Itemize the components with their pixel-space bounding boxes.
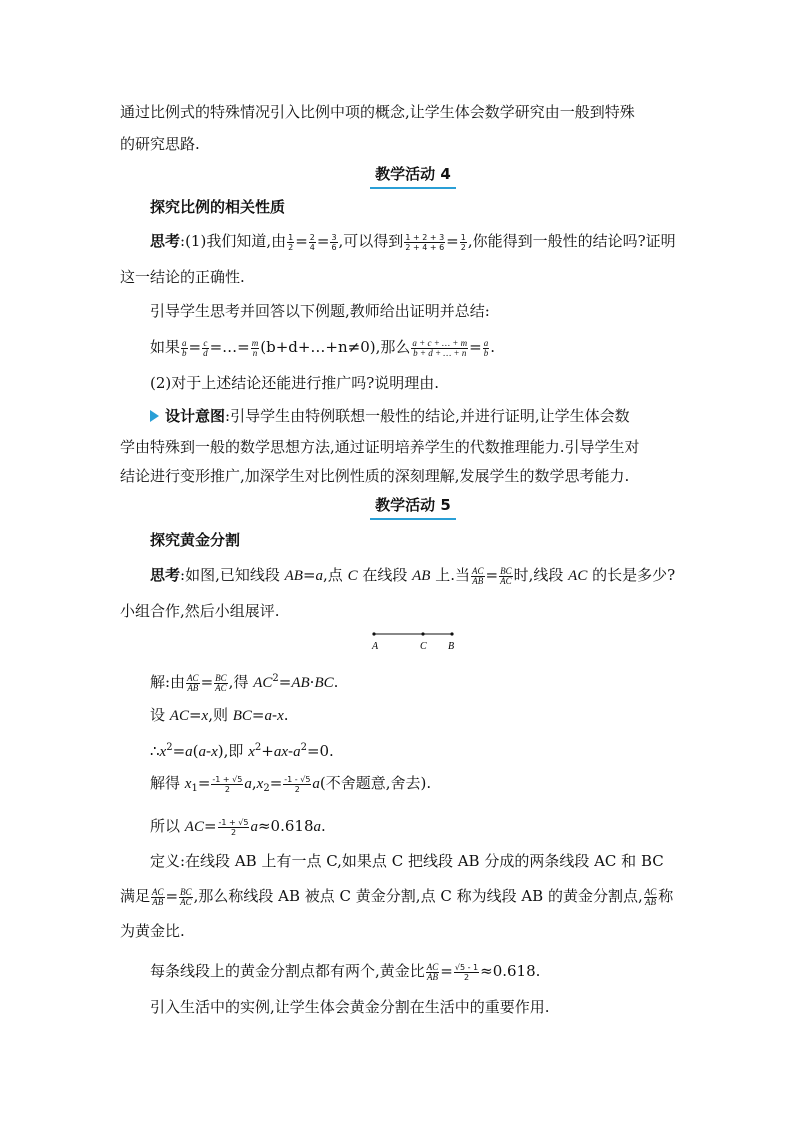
so-line: 所以 AC= $\frac{-1 + √5}{2}$ a≈0.618a. — [150, 817, 326, 837]
activity5-think-line-2: 小组合作,然后小组展评. — [120, 602, 280, 620]
section-title-activity-4: 教学活动 4 — [370, 163, 456, 189]
fraction: $\frac{a}{b}$ — [483, 337, 489, 358]
activity4-think-line-2: 这一结论的正确性. — [120, 268, 245, 286]
fraction: $\frac{AC}{AB}$ — [152, 886, 164, 907]
intro-line-2: 的研究思路. — [120, 135, 200, 153]
fraction: $\frac{BC}{AC}$ — [180, 886, 192, 907]
design-label: 设计意图 — [165, 407, 226, 425]
design-intent-line-2: 学由特殊到一般的数学思想方法,通过证明培养学生的代数推理能力.引导学生对 — [120, 438, 640, 456]
activity5-heading: 探究黄金分割 — [150, 531, 241, 549]
solve-line: 解得 $x_1=$ $\frac{-1 + √5}{2}$ $a,x_2=$ $\frac{-1 - √5}{2}$ a(不舍题意,舍去). — [150, 774, 432, 794]
fraction: $\frac{a + c + \dots + m}{b + d + \dots + n}$ — [412, 337, 468, 358]
fraction: $\frac{3}{6}$ — [331, 232, 337, 252]
activity5-think-line-1: 思考:如图,已知线段 AB=a,点 C 在线段 AB 上.当 $\frac{AC}{AB}$ = $\frac{BC}{AC}$ 时,线段 AC 的长是多少? — [150, 565, 676, 586]
fraction: $\frac{2}{4}$ — [309, 232, 315, 252]
design-intent-line-1: 设计意图:引导学生由特例联想一般性的结论,并进行证明,让学生体会数 — [150, 405, 630, 427]
segment-figure — [368, 627, 458, 653]
label-a: A — [372, 641, 379, 652]
design-intent-line-3: 结论进行变形推广,加深学生对比例性质的深刻理解,发展学生的数学思考能力. — [120, 467, 630, 485]
think-label: 思考 — [150, 232, 181, 250]
activity4-item-2: (2)对于上述结论还能进行推广吗?说明理由. — [150, 374, 440, 392]
activity4-think-line-1: 思考:(1)我们知道,由 $\frac{1}{2}$ = $\frac{2}{4}$ = $\frac{3}{6}$ ,可以得到 $\frac{1 + 2 + 3}{2 + 4 + 6}$ = $\frac{1}{2}$ ,你能得到一般性的结论吗?证明 — [150, 232, 676, 252]
fraction: $\frac{AC}{AB}$ — [426, 961, 439, 982]
activity4-guide: 引导学生思考并回答以下例题,教师给出证明并总结: — [150, 302, 490, 320]
fraction: $\frac{m}{n}$ — [251, 337, 259, 358]
fraction: $\frac{√5 - 1}{2}$ — [454, 962, 479, 982]
fraction: $\frac{a}{b}$ — [182, 337, 187, 358]
point-b — [450, 632, 453, 635]
fraction: $\frac{-1 + √5}{2}$ — [218, 817, 249, 837]
fraction: $\frac{BC}{AC}$ — [500, 565, 512, 586]
life-example-line: 引入生活中的实例,让学生体会黄金分割在生活中的重要作用. — [150, 998, 550, 1016]
section-title-activity-5: 教学活动 5 — [370, 494, 456, 520]
fraction: $\frac{1}{2}$ — [288, 232, 294, 252]
point-c — [421, 632, 424, 635]
fraction: $\frac{1}{2}$ — [460, 232, 466, 252]
solution-line: 解:由 $\frac{AC}{AB}$ = $\frac{BC}{AC}$ ,得 $AC^2=AB\cdot BC$. — [150, 672, 339, 693]
fraction: $\frac{1 + 2 + 3}{2 + 4 + 6}$ — [405, 232, 445, 252]
definition-line-1: 定义:在线段 AB 上有一点 C,如果点 C 把线段 AB 分成的两条线段 AC 和 BC — [150, 852, 664, 870]
definition-line-3: 为黄金比. — [120, 922, 185, 940]
fraction: $\frac{BC}{AC}$ — [215, 672, 227, 693]
fraction: $\frac{-1 - √5}{2}$ — [284, 774, 311, 794]
golden-ratio-line: 每条线段上的黄金分割点都有两个,黄金比 $\frac{AC}{AB}$ = $\frac{√5 - 1}{2}$ ≈0.618. — [150, 961, 541, 982]
therefore-line: $\therefore x^2=a(a-x)$,即 $x^2+ax-a^2=0$. — [150, 742, 334, 760]
label-b: B — [448, 641, 455, 652]
intro-line-1: 通过比例式的特殊情况引入比例中项的概念,让学生体会数学研究由一般到特殊 — [120, 103, 635, 121]
fraction: $\frac{AC}{AB}$ — [187, 672, 199, 693]
point-a — [372, 632, 375, 635]
activity4-heading: 探究比例的相关性质 — [150, 198, 286, 216]
fraction: $\frac{-1 + √5}{2}$ — [212, 774, 243, 794]
label-c: C — [420, 641, 427, 652]
triangle-bullet-icon — [150, 410, 159, 422]
definition-line-2: 满足 $\frac{AC}{AB}$ = $\frac{BC}{AC}$ ,那么称线段 AB 被点 C 黄金分割,点 C 称为线段 AB 的黄金分割点, $\frac{AC}{AB}$ 称 — [120, 886, 674, 907]
think-label: 思考 — [150, 566, 181, 584]
fraction: $\frac{AC}{AB}$ — [472, 565, 484, 586]
fraction: $\frac{AC}{AB}$ — [644, 886, 657, 907]
activity4-if-line: 如果 $\frac{a}{b}$ = $\frac{c}{d}$ =…= $\frac{m}{n}$ (b+d+…+n≠0),那么 $\frac{a + c + \dots + m}{b + d + \dots + n}$ = $\frac{a}{b}$ . — [150, 337, 495, 358]
fraction: $\frac{c}{d}$ — [203, 337, 208, 358]
set-line: 设 AC=x,则 BC=a-x. — [150, 706, 289, 724]
